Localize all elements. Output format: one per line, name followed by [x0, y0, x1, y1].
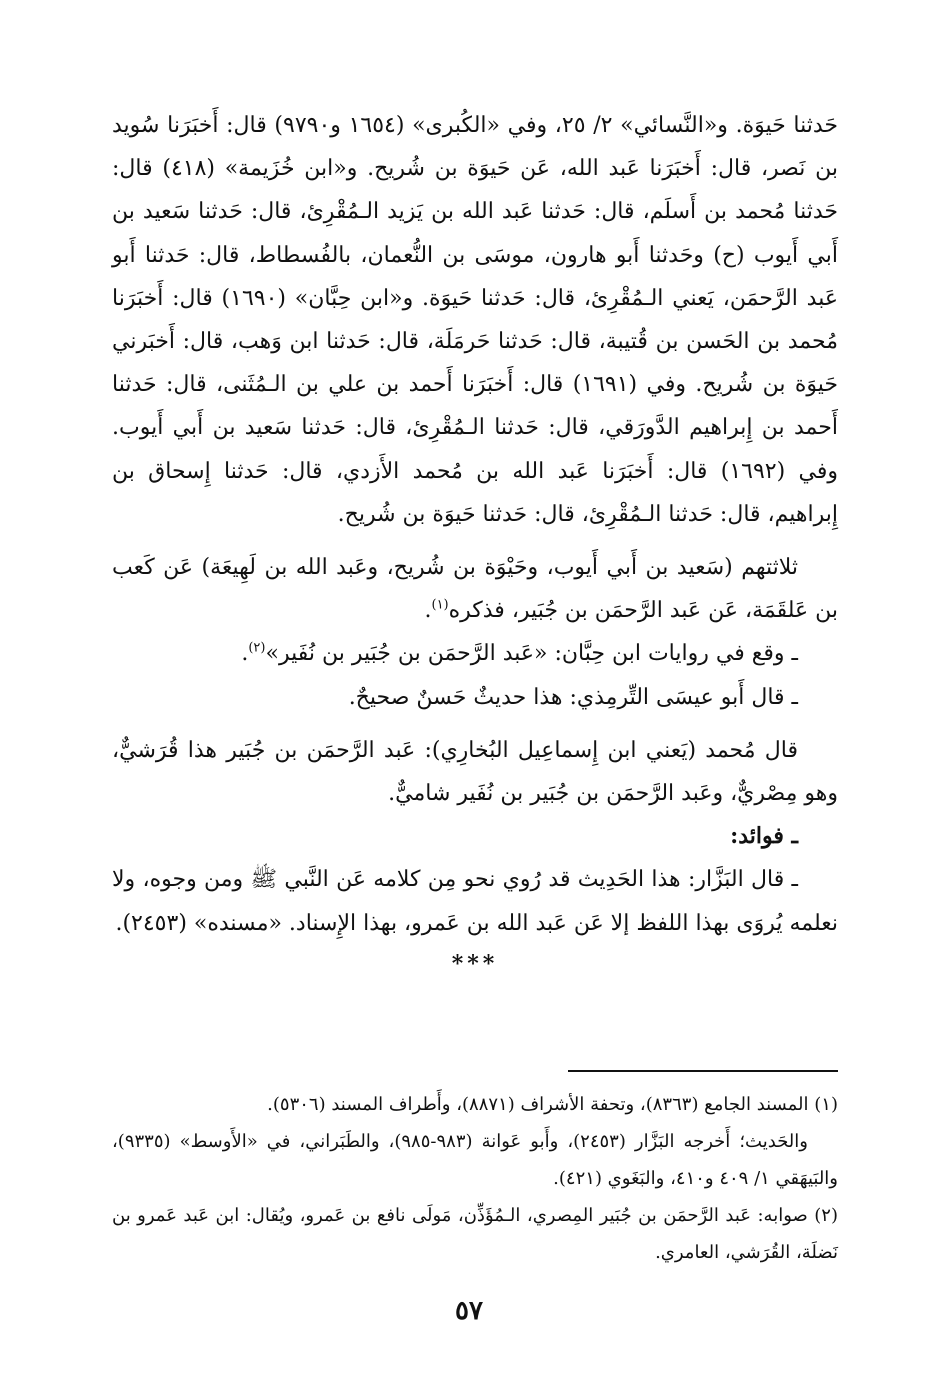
page-body	[112, 104, 838, 991]
chain-paragraph: ثلاثتهم (سَعيد بن أَبي أَيوب، وحَيْوَة بن شُريح، وعَبد الله بن لَهِيعَة) عَن كَعب بن عَلقَمَة، عَن عَبد الرَّحمَن بن جُبَير، فذكره$^{(١)}$.	[112, 555, 838, 624]
tirmidhi-grading: ـ قال أَبو عيسَى التِّرمِذي: هذا حديثٌ حَسنٌ صحيحٌ.	[348, 684, 798, 710]
hadith-isnad-paragraph: حَدثنا حَيوَة. و«النَّسائي» ٢/ ٢٥، وفي «الكُبرى» (١٦٥٤ و٩٧٩٠) قال: أَخبَرَنا سُويد بن نَصر، قال: أَخبَرَنا عَبد الله، عَن حَيوَة بن شُريح. و«ابن خُزَيمة» (٤١٨) قال: حَدثنا مُحمد بن أَسلَم، قال: حَدثنا عَبد الله بن يَزيد الـمُقْرِئ، قال: حَدثنا سَعيد بن أَبي أَيوب (ح) وحَدثنا أَبو هارون، موسَى بن النُّعمان، بالفُسطاط، قال: حَدثنا أَبو عَبد الرَّحمَن، يَعني الـمُقْرِئ، قال: حَدثنا حَيوَة. و«ابن حِبَّان» (١٦٩٠) قال: أَخبَرَنا مُحمد بن الحَسن بن قُتيبة، قال: حَدثنا حَرمَلَة، قال: حَدثنا ابن وَهب، قال: أَخبَرني حَيوَة بن شُريح. وفي (١٦٩١) قال: أَخبَرَنا أَحمد بن علي بن الـمُثَنى، قال: حَدثنا أَحمد بن إِبراهيم الدَّورَقي، قال: حَدثنا الـمُقْرِئ، قال: حَدثنا سَعيد بن أَبي أَيوب. وفي (١٦٩٢) قال: أَخبَرَنا عَبد الله بن مُحمد الأَزدي، قال: حَدثنا إِسحاق بن إِبراهيم، قال: حَدثنا الـمُقْرِئ، قال: حَدثنا حَيوَة بن شُريح.	[112, 113, 838, 527]
footnote-1-continuation: والحَديث؛ أَخرجه البَزَّار (٢٤٥٣)، وأَبو عَوانة (٩٨٣-٩٨٥)، والطَبَراني، في «الأَوسط» (٩٣٣٥)، والبَيهَقي ١/ ٤٠٩ و٤١٠، والبَغَوي (٤٢١).	[112, 1131, 838, 1189]
main-text	[112, 104, 838, 945]
bukhari-remark: قال مُحمد (يَعني ابن إِسماعِيل البُخارِي): عَبد الرَّحمَن بن جُبَير هذا قُرَشيٌّ، وهو مِصْريٌّ، وعَبد الرَّحمَن بن جُبَير بن نُفَير شاميٌّ.	[112, 737, 838, 807]
section-separator: ***	[451, 950, 499, 977]
bazzar-remark: ـ قال البَزَّار: هذا الحَدِيث قد رُوي نحو مِن كلامه عَن النَّبي ﷺ ومن وجوه، ولا نعلمه يُروَى بهذا اللفظ إلا عَن عَبد الله بن عَمرو، بهذا الإِسناد. «مسنده» (٢٤٥٣).	[112, 867, 838, 936]
footnote-1: (١) المسند الجامع (٨٣٦٣)، وتحفة الأشراف (٨٨٧١)، وأَطراف المسند (٥٣٠٦).	[267, 1094, 838, 1115]
footnote-divider	[568, 1070, 838, 1072]
footnote-marker-2[interactable]: (٢)	[248, 641, 266, 657]
benefits-heading: ـ فوائد:	[730, 823, 798, 850]
page-number: ٥٧	[455, 1296, 483, 1326]
chain-text: ثلاثتهم (سَعيد بن أَبي أَيوب، وحَيْوَة بن شُريح، وعَبد الله بن لَهِيعَة) عَن كَعب بن عَلقَمَة، عَن عَبد الرَّحمَن بن جُبَير، فذكره	[112, 555, 838, 624]
ibn-hibban-text: ـ وقع في روايات ابن حِبَّان: «عَبد الرَّحمَن بن جُبَير بن نُفَير»	[265, 641, 798, 667]
ibn-hibban-note: ـ وقع في روايات ابن حِبَّان: «عَبد الرَّحمَن بن جُبَير بن نُفَير»$^{(٢)}$.	[241, 641, 798, 667]
footnote-marker-1[interactable]: (١)	[431, 597, 449, 613]
footnote-2: (٢) صوابه: عَبد الرَّحمَن بن جُبَير المِصري، الـمُؤَذِّن، مَولَى نافع بن عَمرو، ويُقال: ابن عَبد عَمرو بن نَضلَة، القُرَشي، العامري.	[112, 1205, 838, 1263]
footnotes	[112, 1086, 838, 1271]
